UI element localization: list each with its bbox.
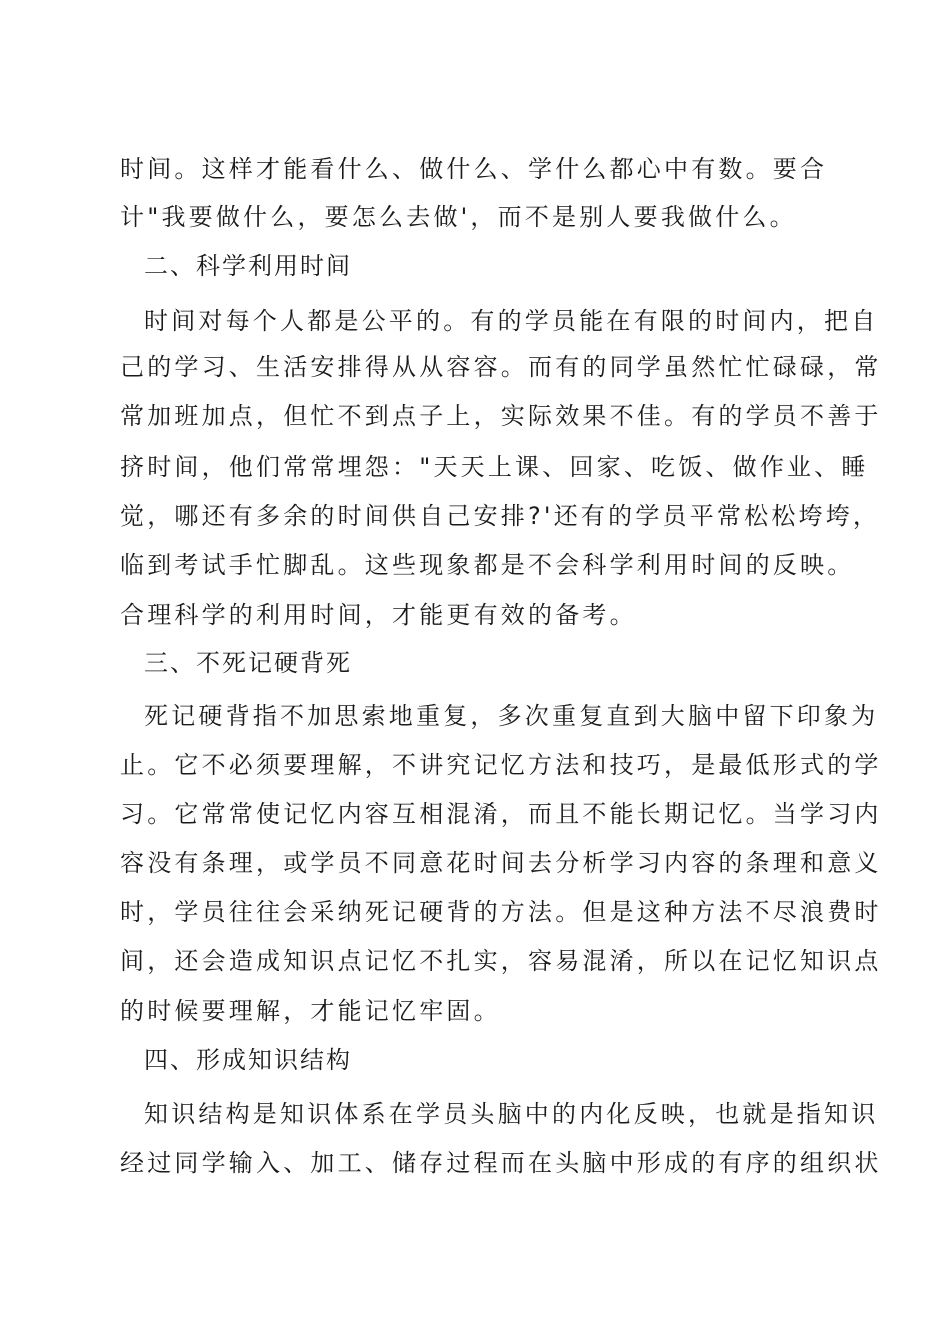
text-line: 的时候要理解，才能记忆牢固。 [120, 997, 501, 1025]
text-line: 时间。这样才能看什么、做什么、学什么都心中有数。要合 [120, 155, 828, 183]
text-line: 时，学员往往会采纳死记硬背的方法。但是这种方法不尽浪费时 [120, 898, 882, 926]
text-line: 挤时间，他们常常埋怨："天天上课、回家、吃饭、做作业、睡 [120, 453, 869, 481]
text-line: 间，还会造成知识点记忆不扎实，容易混淆，所以在记忆知识点 [120, 947, 882, 975]
text-line: 觉，哪还有多余的时间供自己安排?'还有的学员平常松松垮垮， [120, 502, 881, 530]
text-line: 经过同学输入、加工、储存过程而在头脑中形成的有序的组织状 [120, 1149, 882, 1177]
section-heading: 三、不死记硬背死 [144, 649, 352, 677]
text-line: 习。它常常使记忆内容互相混淆，而且不能长期记忆。当学习内 [120, 800, 882, 828]
text-line: 临到考试手忙脚乱。这些现象都是不会科学利用时间的反映。 [120, 551, 855, 579]
text-line: 时间对每个人都是公平的。有的学员能在有限的时间内，把自 [144, 307, 879, 335]
text-line: 计"我要做什么，要怎么去做'，而不是别人要我做什么。 [120, 203, 797, 231]
text-line: 知识结构是知识体系在学员头脑中的内化反映，也就是指知识 [144, 1100, 879, 1128]
section-heading: 二、科学利用时间 [144, 252, 352, 280]
text-line: 止。它不必须要理解，不讲究记忆方法和技巧，是最低形式的学 [120, 751, 882, 779]
text-line: 己的学习、生活安排得从从容容。而有的同学虽然忙忙碌碌，常 [120, 353, 882, 381]
text-line: 合理科学的利用时间，才能更有效的备考。 [120, 601, 637, 629]
text-line: 容没有条理，或学员不同意花时间去分析学习内容的条理和意义 [120, 849, 882, 877]
text-line: 死记硬背指不加思索地重复，多次重复直到大脑中留下印象为 [144, 702, 879, 730]
section-heading: 四、形成知识结构 [144, 1046, 352, 1074]
text-line: 常加班加点，但忙不到点子上，实际效果不佳。有的学员不善于 [120, 402, 882, 430]
